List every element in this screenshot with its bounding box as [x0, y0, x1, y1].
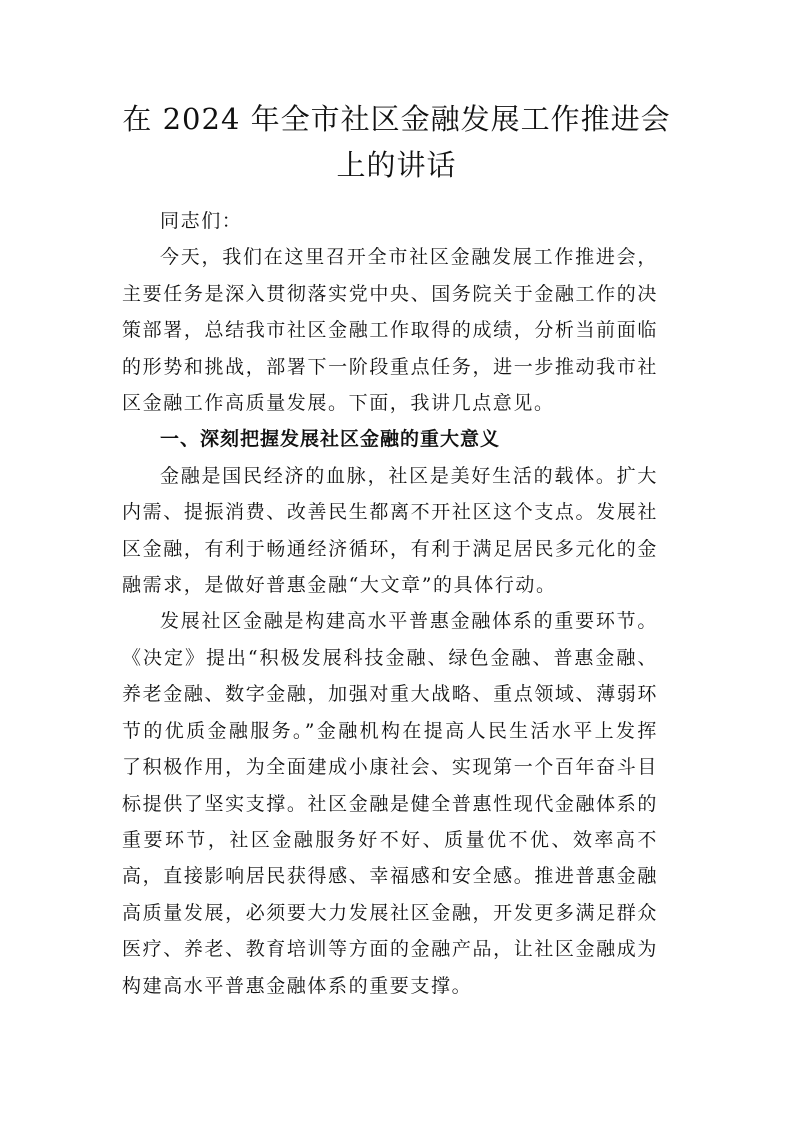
document-title: [100, 96, 693, 188]
document-body: [122, 203, 658, 1004]
section-heading: 一、深刻把握发展社区金融的重大意义: [160, 428, 501, 451]
section-paragraph: 发展社区金融是构建高水平普惠金融体系的重要环节。《决定》提出“积极发展科技金融、绿色金融、普惠金融、养老金融、数字金融，加强对重大战略、重点领域、薄弱环节的优质金融服务。”金融机构在提高人民生活水平上发挥了积极作用，为全面建成小康社会、实现第一个百年奋斗目标提供了坚实支撑。社区金融是健全普惠性现代金融体系的重要环节，社区金融服务好不好、质量优不优、效率高不高，直接影响居民获得感、幸福感和安全感。推进普惠金融高质量发展，必须要大力发展社区金融，开发更多满足群众医疗、养老、教育培训等方面的金融产品，让社区金融成为构建高水平普惠金融体系的重要支撑。: [122, 610, 658, 997]
title-line-1: 在 2024 年全市社区金融发展工作推进会: [122, 102, 671, 136]
intro-paragraph: 今天，我们在这里召开全市社区金融发展工作推进会，主要任务是深入贯彻落实党中央、国务院关于金融工作的决策部署，总结我市社区金融工作取得的成绩，分析当前面临的形势和挑战，部署下一阶段重点任务，进一步推动我市社区金融工作高质量发展。下面，我讲几点意见。: [122, 246, 658, 415]
salutation: 同志们：: [160, 210, 243, 232]
section-paragraph: 金融是国民经济的血脉，社区是美好生活的载体。扩大内需、提振消费、改善民生都离不开社区这个支点。发展社区金融，有利于畅通经济循环，有利于满足居民多元化的金融需求，是做好普惠金融“大文章”的具体行动。: [122, 464, 658, 597]
title-line-2: 上的讲话: [336, 148, 457, 182]
